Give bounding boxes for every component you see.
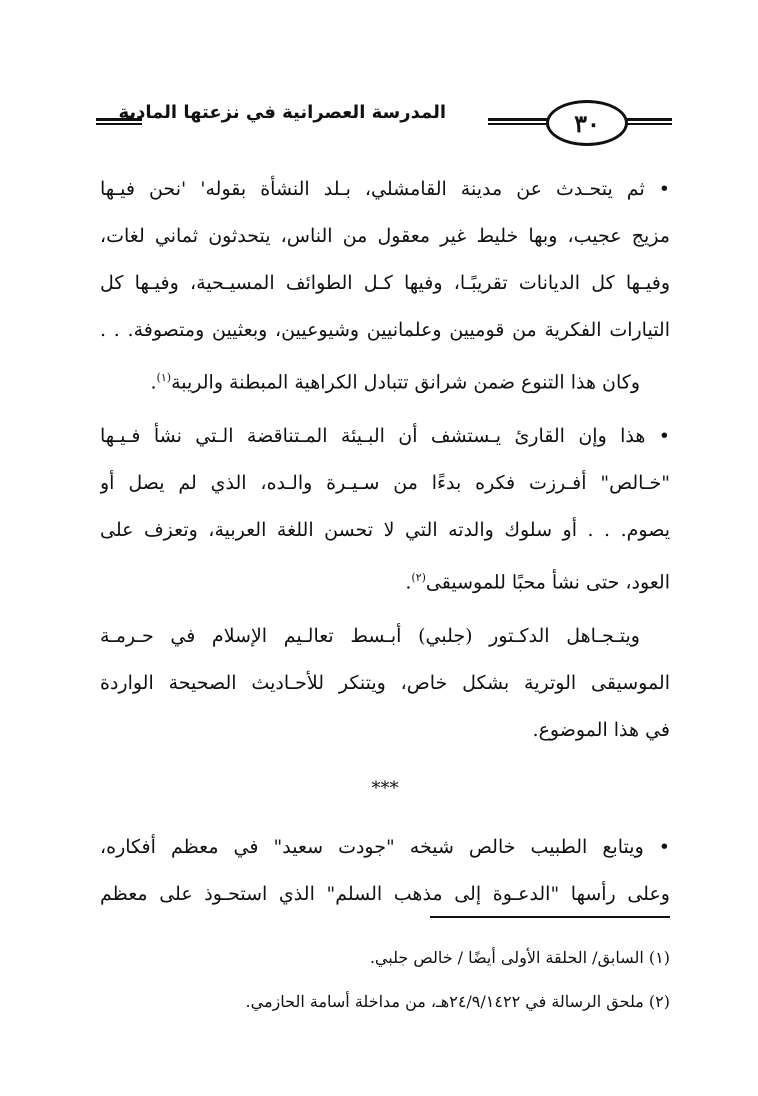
footnotes: [100, 936, 670, 1024]
header-rule-left-thin: [96, 123, 142, 125]
running-title: المدرسة العصرانية في نزعتها المادية: [118, 102, 446, 123]
text-line: الموسيقى الوترية بشكل خاص، ويتنكر للأحـاديث الصحيحة الواردة: [100, 672, 670, 694]
main-text: [100, 166, 670, 918]
footnote: (٢) ملحق الرسالة في ٢٤/٩/١٤٢٢هـ، من مداخلة أسامة الحازمي.: [245, 992, 670, 1011]
paragraph: [100, 824, 670, 918]
footnote-separator: [430, 916, 670, 918]
text-line: • ثم يتحـدث عن مدينة القامشلي، بـلد النشأة بقوله' 'نحن فيـها: [100, 178, 670, 200]
page-number: ٣٠: [546, 100, 628, 146]
text-line: ويتـجـاهل الدكـتور (جلبي) أبـسط تعالـيم الإسلام في حـرمـة: [100, 625, 640, 647]
page-header: [96, 92, 676, 148]
paragraph: [100, 413, 670, 601]
text-span: وكان هذا التنوع ضمن شرانق تتبادل الكراهية المبطنة والريبة: [171, 371, 640, 394]
text-line: يصوم. . . أو سلوك والدته التي لا تحسن اللغة العربية، وتعزف على: [100, 519, 670, 541]
text-line: التيارات الفكرية من قوميين وعلمانيين وشيوعيين، وبعثيين ومتصوفة. . .: [100, 319, 670, 341]
footnote-ref: (٢): [411, 571, 426, 584]
footnote: (١) السابق/ الحلقة الأولى أيضًا / خالص جلبي.: [369, 948, 670, 967]
text-line: • ويتابع الطبيب خالص شيخه "جودت سعيد" في معظم أفكاره،: [100, 836, 670, 858]
footnote-ref: (١): [156, 371, 172, 384]
section-divider-stars: ***: [371, 778, 399, 799]
text-line: مزيج عجيب، وبها خليط غير معقول من الناس، يتحدثون ثماني لغات،: [100, 225, 670, 247]
text-line: "خـالص" أفـرزت فكره بدءًا من سـيـرة والـده، الذي لم يصل أو: [100, 472, 670, 494]
paragraph: [100, 613, 670, 754]
text-line: في هذا الموضوع.: [532, 719, 670, 741]
text-line: وعلى رأسها "الدعـوة إلى مذهب السلم" الذي استحـوذ على معظم: [100, 883, 670, 905]
text-span: العود، حتى نشأ محبًا للموسيقى: [425, 571, 670, 594]
text-line: العود، حتى نشأ محبًا للموسيقى$^{(٢)}$.: [405, 571, 670, 594]
text-line: • هذا وإن القارئ يـستشف أن البـيئة المـتناقضة الـتي نشأ فـيـها: [100, 425, 670, 447]
text-line: وكان هذا التنوع ضمن شرانق تتبادل الكراهية المبطنة والريبة$^{(١)}$.: [150, 371, 640, 394]
text-line: وفيـها كل الديانات تقريبًـا، وفيها كـل الطوائف المسيـحية، وفيـها كل: [100, 272, 670, 294]
paragraph: [100, 166, 670, 401]
